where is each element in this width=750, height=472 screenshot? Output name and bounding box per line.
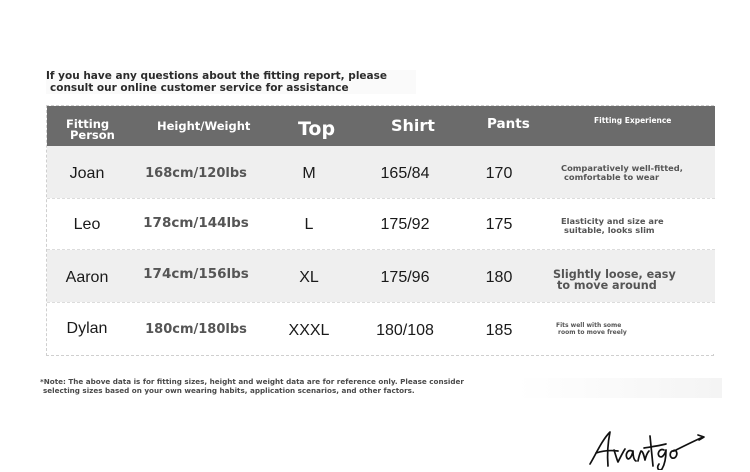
header-person-line-2: Person: [70, 128, 115, 142]
cell-fitting-experience: [561, 217, 664, 235]
note-line-1: *Note: The above data is for fitting sizes, height and weight data are for reference only. Please consider: [40, 377, 464, 386]
table-header: [47, 106, 715, 146]
fitting-report-intro: [46, 70, 416, 94]
experience-line-1: Comparatively well-fitted,: [561, 163, 683, 173]
cell-pants-size: 170: [485, 165, 513, 182]
disclaimer-note: [40, 378, 722, 398]
experience-line-1: Fits well with some: [556, 322, 622, 329]
cell-fitting-experience: [553, 269, 676, 291]
cell-shirt-size: 175/96: [380, 269, 430, 286]
cell-top-size: XXXL: [288, 322, 330, 339]
header-person-line-1: Fitting: [66, 117, 110, 131]
cell-shirt-size: 175/92: [380, 216, 430, 233]
cell-pants-size: 180: [485, 269, 513, 286]
table-row: [47, 302, 715, 354]
header-pants: Pants: [487, 116, 530, 132]
cell-height-weight: 174cm/156lbs: [143, 266, 249, 282]
cell-height-weight: 180cm/180lbs: [145, 322, 247, 337]
cell-shirt-size: 165/84: [380, 165, 430, 182]
intro-line-1: If you have any questions about the fitting report, please: [46, 70, 388, 82]
cell-fitting-experience: [561, 164, 683, 182]
experience-line-2: suitable, looks slim: [564, 225, 655, 235]
cell-shirt-size: 180/108: [376, 322, 434, 339]
table-row: [47, 146, 715, 198]
cell-name: Aaron: [65, 269, 109, 286]
cell-top-size: L: [304, 216, 314, 233]
cell-height-weight: 168cm/120lbs: [145, 166, 247, 181]
cell-pants-size: 185: [485, 322, 513, 339]
cell-name: Joan: [69, 165, 105, 182]
note-line-2: selecting sizes based on your own wearing habits, application scenarios, and other factors.: [43, 385, 415, 395]
cell-top-size: XL: [299, 269, 319, 286]
cell-pants-size: 175: [485, 216, 513, 233]
brand-signature-logo: [586, 426, 708, 470]
cell-fitting-experience: [556, 323, 627, 336]
experience-line-2: room to move freely: [558, 328, 627, 336]
header-top: Top: [298, 118, 336, 140]
fitting-report-table: [46, 105, 714, 356]
header-fitting-experience: Fitting Experience: [594, 116, 672, 125]
cell-height-weight: 178cm/144lbs: [143, 215, 249, 231]
header-shirt: Shirt: [391, 116, 435, 135]
header-fitting-person: [66, 119, 115, 141]
cell-top-size: M: [302, 165, 316, 182]
cell-name: Dylan: [66, 320, 108, 337]
experience-line-2: to move around: [557, 279, 657, 292]
header-height-weight: Height/Weight: [157, 119, 251, 133]
experience-line-1: Elasticity and size are: [561, 216, 664, 226]
intro-line-2: consult our online customer service for assistance: [50, 82, 349, 94]
experience-line-2: comfortable to wear: [564, 172, 660, 182]
cell-name: Leo: [73, 216, 101, 233]
table-row: [47, 250, 715, 302]
experience-line-1: Slightly loose, easy: [553, 268, 676, 281]
table-row: [47, 198, 715, 250]
